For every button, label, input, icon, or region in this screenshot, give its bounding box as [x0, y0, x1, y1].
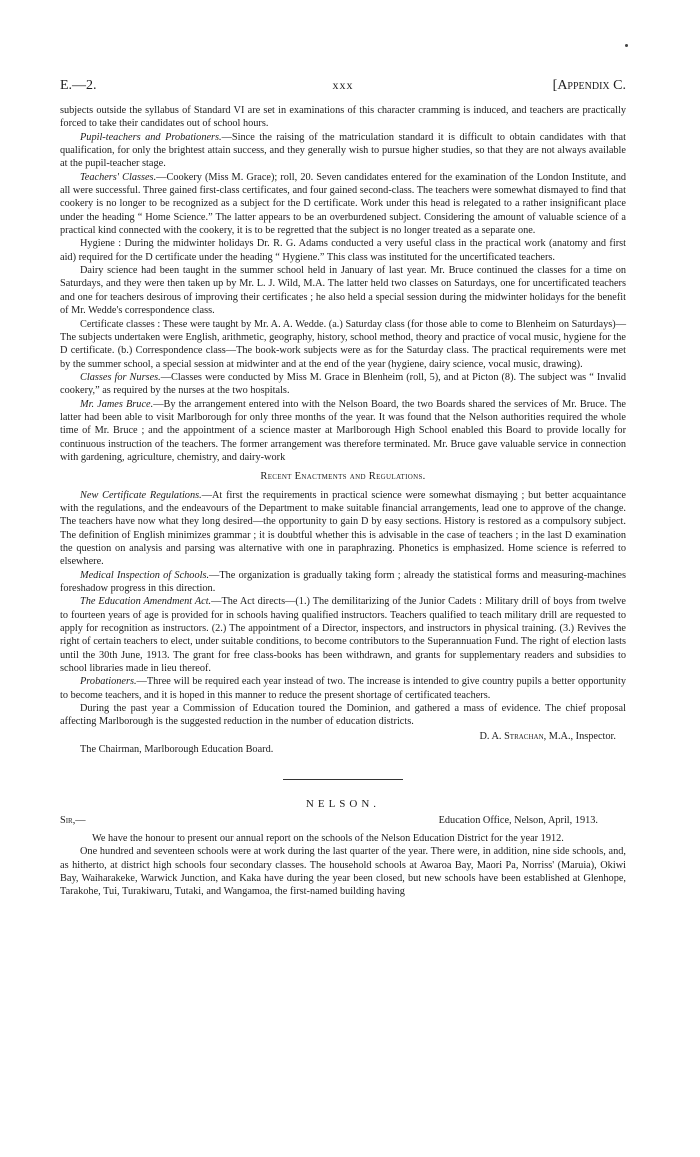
paragraph-title: Probationers.	[80, 676, 137, 688]
paragraph: subjects outside the syllabus of Standard VI are set in examinations of this character cramming is induced, and teachers are practically forced to take their candidates out of school hours.	[60, 105, 626, 130]
paragraph: Mr. James Bruce.—By the arrangement entered into with the Nelson Board, the two Boards shared the services of Mr. Bruce. The latter had been able to visit Marlborough for only three months of the year. It was found that the Nelson authorities required the whole time of Mr. Bruce ; and the appointment of a science master at Marlborough High School enabled this Board to provide locally for continuous instruction of the teachers. The former arrangement was therefore terminated. Mr. Bruce gave valuable service in connection with gardening, agriculture, chemistry, and dairy-work	[60, 398, 626, 463]
paragraph-title: The Education Amendment Act.	[80, 596, 212, 608]
paragraph: One hundred and seventeen schools were at work during the last quarter of the year. There were, in addition, nine side schools, and, as hitherto, at district high schools four secondary classes. The household schools at Awaroa Bay, Maori Pa, Norriss' (Maruia), Okiwi Bay, Waiharakeke, Warwick Junction, and Kaka have during the year been closed, but new schools have been established at Glenhope, Tarakohe, Tui, Turakiwaru, Tutaki, and Wangamoa, the first-named building having	[60, 846, 626, 898]
paragraph: Certificate classes : These were taught by Mr. A. A. Wedde. (a.) Saturday class (for those able to come to Blenheim on Saturdays)—The subjects undertaken were English, arithmetic, geography, history, school method, theory and practice of vocal music, hygiene for the D certificate. (b.) Correspondence class—The book-work subjects were as for the Saturday class. The practical requirements were met by the summer school, a special session at midwinter and at the end of the year (hygiene, dairy science, vocal music, drawing).	[60, 318, 626, 370]
office-date: Education Office, Nelson, April, 1913.	[438, 814, 598, 826]
signature: D. A. Strachan, M.A., Inspector.	[479, 730, 616, 742]
salutation: Sir,—	[60, 814, 86, 826]
paragraph: Dairy science had been taught in the summer school held in January of last year. Mr. Bruce continued the classes for a time on Saturdays, and they were then taken up by Mr. L. J. Wild, M.A. The latter held two classes on Saturdays, one for uncertificated teachers and one for teachers desirous of improving their certificates ; he also held a special session during the midwinter holidays for the benefit of Mr. Wedde's correspondence class.	[60, 265, 626, 317]
paragraph: We have the honour to present our annual report on the schools of the Nelson Education District for the year 1912.	[92, 832, 564, 844]
header-left: E.—2.	[60, 78, 97, 93]
signature-name: D. A. Strachan	[479, 730, 544, 742]
paragraph: The Education Amendment Act.—The Act directs—(1.) The demilitarizing of the Junior Cadets : Military drill of boys from twelve to fourteen years of age is provided for in schools having qualified instructors. Teachers qualified to teach military drill are requested to apply for recognition as instructors. (2.) The appointment of a Director, inspectors, and instructors in physical training. (3.) Revives the right of certain teachers to elect, under suitable conditions, to become contributors to the Superannuation Fund. The right of election lasts until the 30th June, 1913. The grant for free class-books has been withdrawn, and grants for supplementary readers and subsidies to school libraries made in lieu thereof.	[60, 596, 626, 675]
paragraph: During the past year a Commission of Education toured the Dominion, and gathered a mass of evidence. The chief proposal affecting Marlborough is the suggested reduction in the number of education districts.	[60, 703, 626, 728]
paragraph-title: New Certificate Regulations.	[80, 489, 202, 501]
page-mark	[625, 44, 628, 47]
paragraph: New Certificate Regulations.—At first the requirements in practical science were somewhat dismaying ; but better acquaintance with the regulations, and the endeavours of the Department to make suitable financial arrangements, lead one to approve of the change. The teachers have now what they long desired—the opportunity to gain D by easy sections. History is restored as a compulsory subject. The definition of English minimizes grammar ; it is doubtful whether this is advisable in the case of teachers ; in the last D examination the question on analysis and parsing was alternative with one in paraphrazing. Phonetics is emphasized. Home science is referred to elsewhere.	[60, 489, 627, 568]
paragraph: Classes for Nurses.—Classes were conducted by Miss M. Grace in Blenheim (roll, 5), and at Picton (8). The subject was “ Invalid cookery,” as required by the nurses at the two hospitals.	[60, 371, 626, 397]
header-right: [Appendix C.	[552, 78, 626, 93]
section-divider	[283, 779, 403, 780]
paragraph: Pupil-teachers and Probationers.—Since the raising of the matriculation standard it is difficult to obtain candidates with that qualification, for only the brightest attain success, and they generally wish to pursue higher studies, so that they are not always available at the pupil-teacher stage.	[60, 131, 626, 170]
running-header	[60, 78, 626, 96]
paragraph-title: Teachers' Classes.	[80, 171, 157, 183]
addressee: The Chairman, Marlborough Education Board.	[80, 744, 274, 756]
section-heading: Recent Enactments and Regulations.	[260, 471, 426, 483]
paragraph-title: Medical Inspection of Schools.	[80, 569, 210, 581]
paragraph: Teachers' Classes.—Cookery (Miss M. Grace); roll, 20. Seven candidates entered for the examination of the London Institute, and all were successful. Three gained first-class certificates, and four gained second-class. The teachers were somewhat dismayed to find that cookery is no longer to be recognized as a subject for the D certificate. Work under this head is relegated to a rather insignificant place under the heading “ Home Science.” The latter appears to be an overburdened subject. Considering the amount of valuable science of a practical kind connected with the cookery, it is to be regretted that the subject is no longer treated as a separate one.	[60, 171, 626, 237]
paragraph-title: Classes for Nurses.	[80, 371, 161, 383]
report-body	[60, 104, 626, 899]
paragraph: Medical Inspection of Schools.—The organization is gradually taking form ; already the statistical forms and measuring-machines foreshadow progress in this direction.	[60, 569, 627, 595]
paragraph: Hygiene : During the midwinter holidays Dr. R. G. Adams conducted a very useful class in the practical work (anatomy and first aid) required for the D certificate under the heading “ Hygiene.” This class was instituted for the uncertificated teachers.	[60, 238, 626, 263]
paragraph-title: Pupil-teachers and Probationers.	[80, 131, 222, 143]
page-number: xxx	[332, 78, 354, 92]
paragraph-title: Mr. James Bruce.	[80, 398, 154, 410]
salutation-line	[60, 814, 626, 828]
district-heading: NELSON.	[305, 797, 381, 810]
paragraph: Probationers.—Three will be required each year instead of two. The increase is intended to give country pupils a better opportunity to become teachers, and it is hoped in this manner to reduce the present shortage of certificated teachers.	[60, 676, 626, 701]
